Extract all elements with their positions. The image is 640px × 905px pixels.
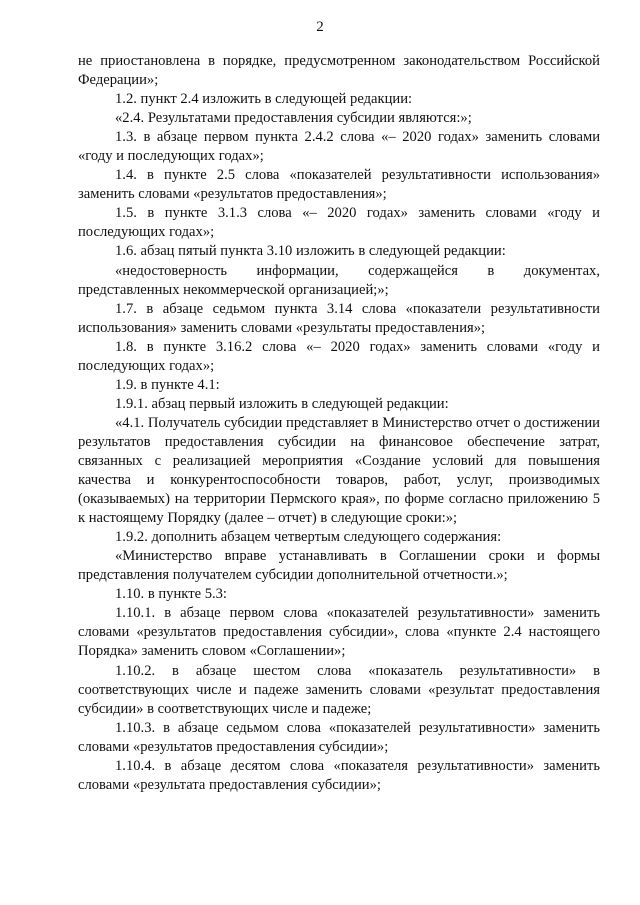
paragraph: 1.2. пункт 2.4 изложить в следующей редакции: xyxy=(115,91,413,108)
paragraph: «недостоверность информации, содержащейся в документах, представленных некоммерческой организацией;»; xyxy=(78,262,604,298)
paragraph: 1.10.3. в абзаце седьмом слова «показателей результативности» заменить словами «результатов предоставления субсидии»; xyxy=(78,719,604,755)
paragraph: не приостановлена в порядке, предусмотренном законодательством Российской Федерации»; xyxy=(78,53,604,89)
paragraph: 1.3. в абзаце первом пункта 2.4.2 слова «– 2020 годах» заменить словами «году и последующих годах»; xyxy=(78,129,604,165)
paragraph: 1.10.2. в абзаце шестом слова «показатель результативности» в соответствующих числе и падеже заменить словами «результат предоставления субсидии» в соответствующих числе и падеже; xyxy=(78,662,604,717)
paragraph: 1.4. в пункте 2.5 слова «показателей результативности использования» заменить словами «результатов предоставления»; xyxy=(78,167,604,203)
paragraph: 1.7. в абзаце седьмом пункта 3.14 слова «показатели результативности использования» заменить словами «результаты предоставления»; xyxy=(78,300,604,336)
paragraph: 1.10.4. в абзаце десятом слова «показателя результативности» заменить словами «результата предоставления субсидии»; xyxy=(78,757,604,793)
paragraph: 1.6. абзац пятый пункта 3.10 изложить в следующей редакции: xyxy=(115,243,506,260)
document-body xyxy=(78,52,604,795)
paragraph: 1.9.1. абзац первый изложить в следующей редакции: xyxy=(115,395,449,412)
paragraph: 1.9. в пункте 4.1: xyxy=(115,376,220,393)
paragraph: «2.4. Результатами предоставления субсидии являются:»; xyxy=(115,110,472,127)
paragraph: 1.10. в пункте 5.3: xyxy=(115,586,227,603)
paragraph: «Министерство вправе устанавливать в Соглашении сроки и формы представления получателем субсидии дополнительной отчетности.»; xyxy=(78,548,604,584)
paragraph: 1.9.2. дополнить абзацем четвертым следующего содержания: xyxy=(115,529,502,546)
paragraph: 1.8. в пункте 3.16.2 слова «– 2020 годах» заменить словами «году и последующих годах»; xyxy=(78,338,604,374)
page-number: 2 xyxy=(316,19,324,35)
paragraph: 1.10.1. в абзаце первом слова «показателей результативности» заменить словами «результатов предоставления субсидии», слова «пункте 2.4 настоящего Порядка» заменить словом «Соглашении»; xyxy=(78,605,604,660)
paragraph: 1.5. в пункте 3.1.3 слова «– 2020 годах» заменить словами «году и последующих годах»; xyxy=(78,205,604,241)
paragraph: «4.1. Получатель субсидии представляет в Министерство отчет о достижении результатов предоставления субсидии на финансовое обеспечение затрат, связанных с реализацией мероприятия «Создание условий для повышения качества и конкурентоспособности товаров, работ, услуг, производимых (оказываемых) на территории Пермского края», по форме согласно приложению 5 к настоящему Порядку (далее – отчет) в следующие сроки:»; xyxy=(78,414,604,527)
